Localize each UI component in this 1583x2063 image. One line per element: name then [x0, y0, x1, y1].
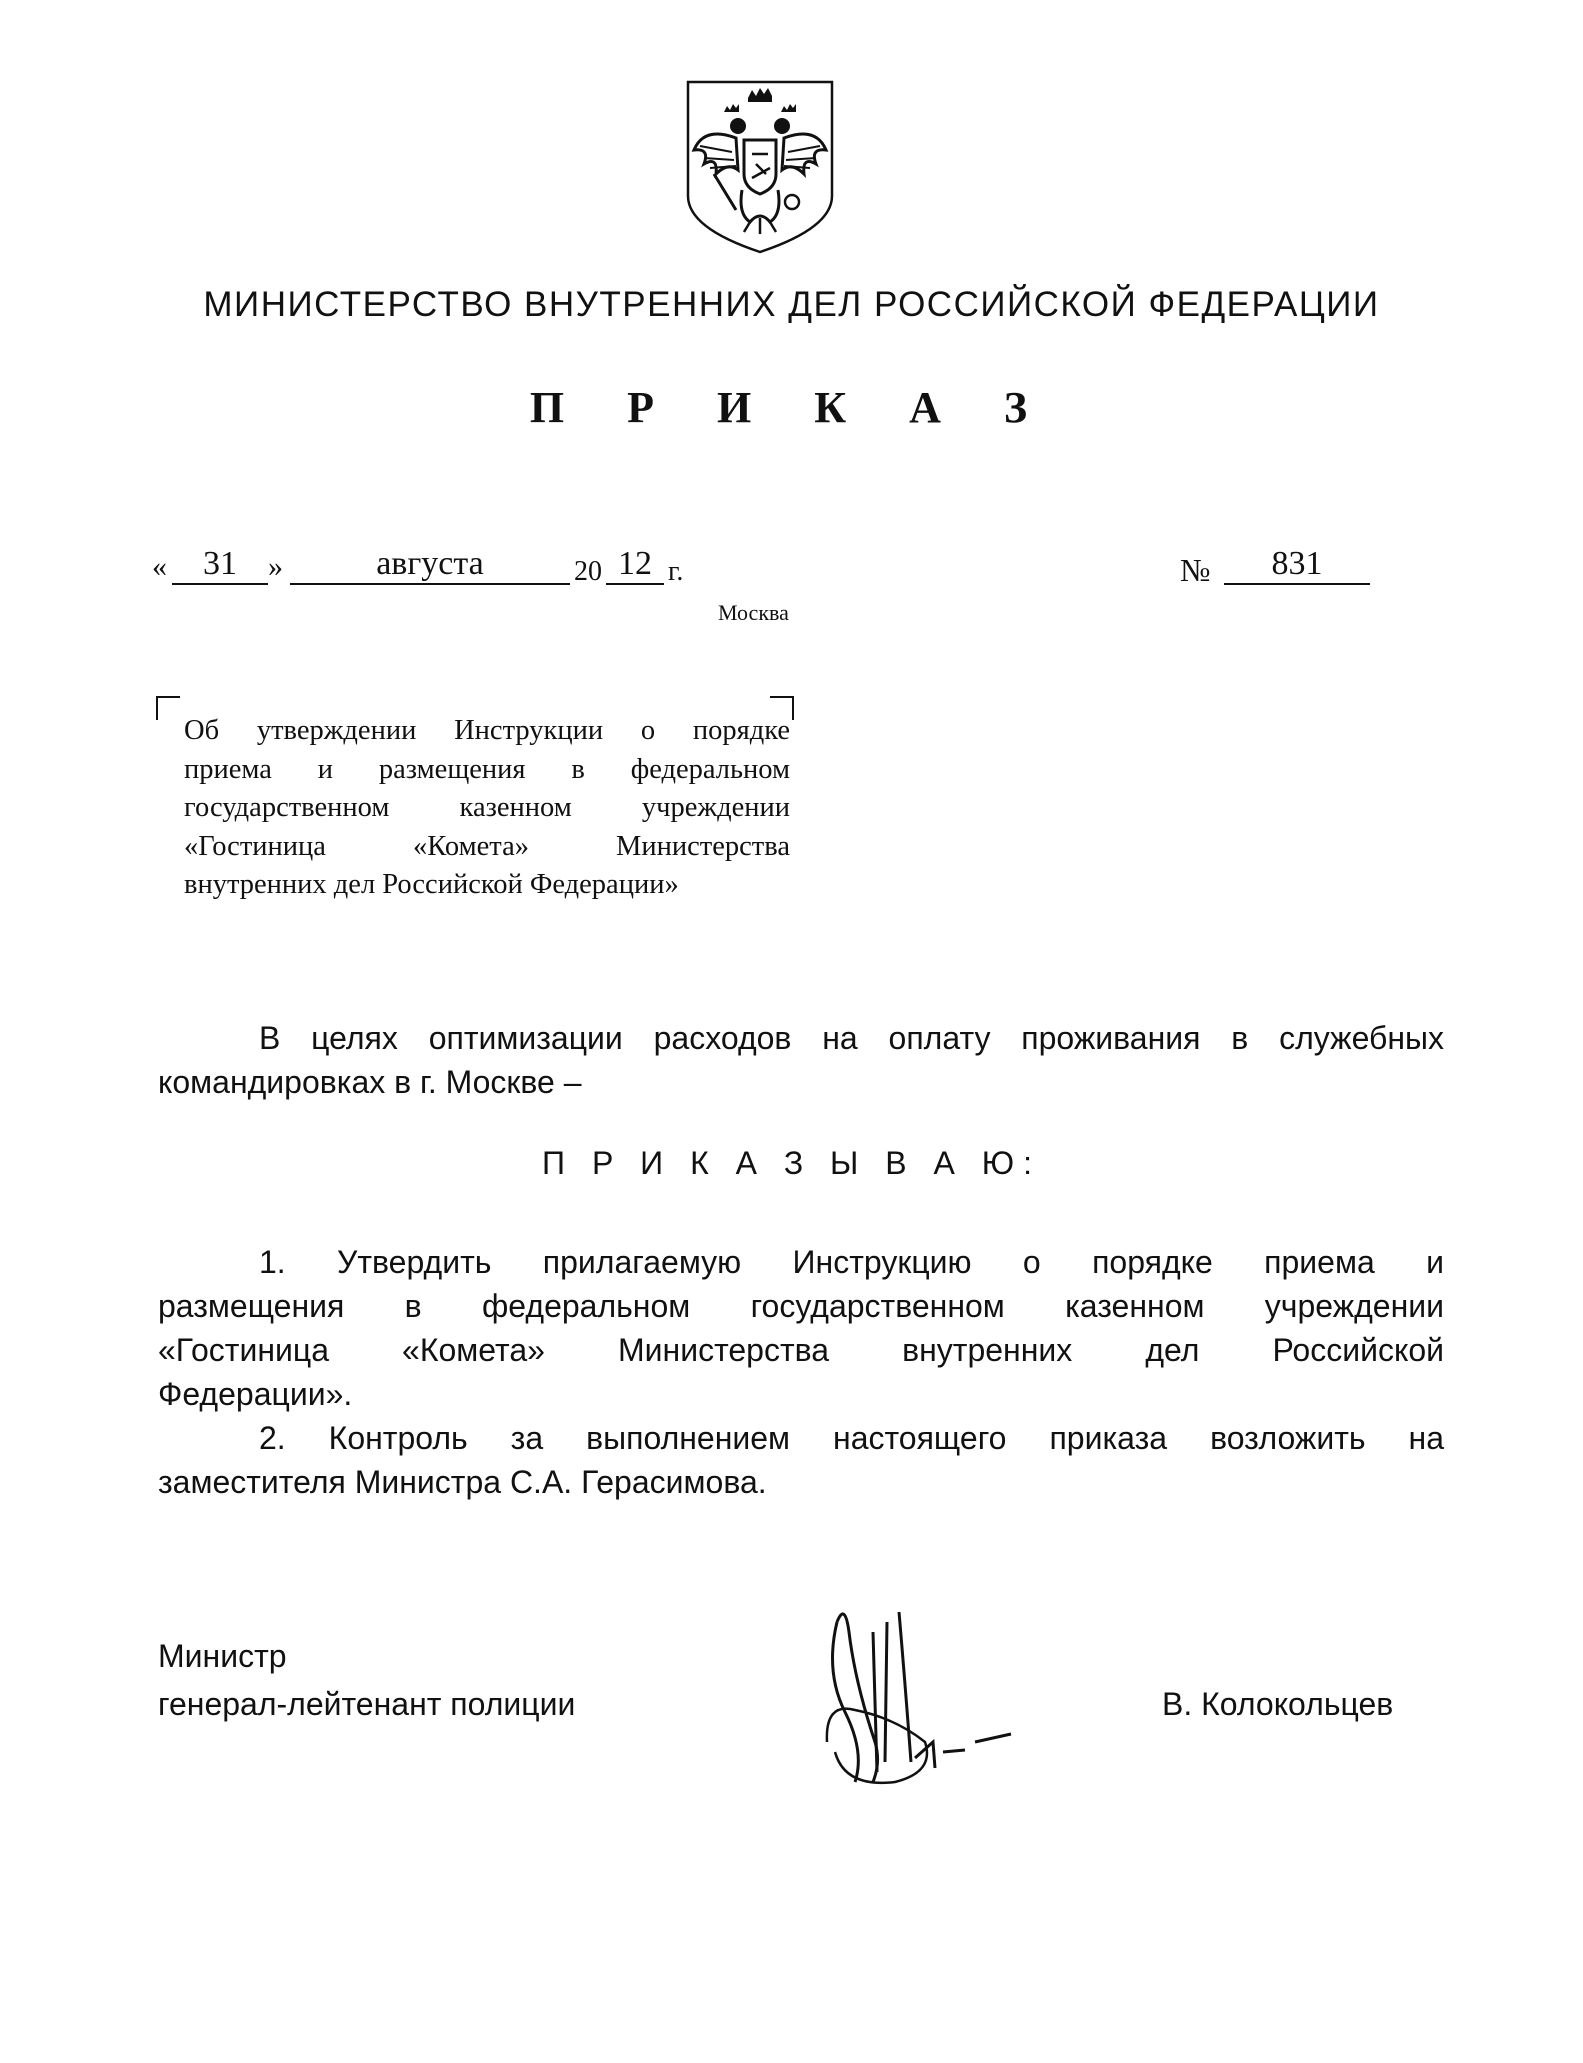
number-sign: № — [1180, 552, 1211, 588]
order-number: 831 — [1224, 545, 1370, 585]
coat-of-arms-emblem — [680, 78, 840, 256]
preamble-line: В целях оптимизации расходов на оплату проживания в служебных — [259, 1020, 1444, 1056]
subject-line: внутренних дел Российской Федерации» — [184, 869, 679, 900]
preamble — [158, 1016, 1444, 1104]
date-open-quote: « — [152, 550, 167, 583]
order-item-2 — [158, 1416, 1444, 1504]
signer-rank: генерал-лейтенант полиции — [158, 1686, 576, 1722]
date-year-abbr: г. — [668, 556, 684, 587]
order-item-1 — [158, 1240, 1444, 1416]
item-line: размещения в федеральном государственном казенном учреждении — [158, 1288, 1444, 1324]
preamble-line: командировках в г. Москве – — [158, 1064, 582, 1100]
ministry-name: МИНИСТЕРСТВО ВНУТРЕННИХ ДЕЛ РОССИЙСКОЙ ФЕДЕРАЦИИ — [203, 285, 1380, 324]
decree-heading: П Р И К А З Ы В А Ю: — [542, 1145, 1041, 1181]
subject-line: Об утверждении Инструкции о порядке — [184, 715, 790, 746]
signer-name: В. Колокольцев — [1162, 1686, 1394, 1722]
date-month: августа — [290, 545, 570, 585]
item-line: Федерации». — [158, 1376, 353, 1412]
date-year-suffix: 12 — [606, 545, 664, 585]
item-line: заместителя Министра С.А. Герасимова. — [158, 1464, 767, 1500]
item-line: «Гостиница «Комета» Министерства внутренних дел Российской — [158, 1332, 1444, 1368]
item-line: 2. Контроль за выполнением настоящего приказа возложить на — [259, 1420, 1444, 1456]
item-line: 1. Утвердить прилагаемую Инструкцию о порядке приема и — [259, 1244, 1444, 1280]
document-type-title: П Р И К А З — [529, 383, 1054, 432]
signer-position: Министр — [158, 1638, 287, 1674]
date-day: 31 — [172, 545, 268, 585]
date-year-prefix: 20 — [574, 556, 602, 587]
city-name: Москва — [718, 600, 789, 625]
handwritten-signature — [815, 1592, 1025, 1797]
subject-line: «Гостиница «Комета» Министерства — [184, 830, 790, 862]
order-subject — [184, 712, 790, 905]
subject-corner-left — [156, 696, 180, 720]
subject-line: приема и размещения в федеральном — [184, 753, 790, 785]
subject-line: государственном казенном учреждении — [184, 792, 790, 823]
date-close-quote: » — [268, 550, 283, 583]
